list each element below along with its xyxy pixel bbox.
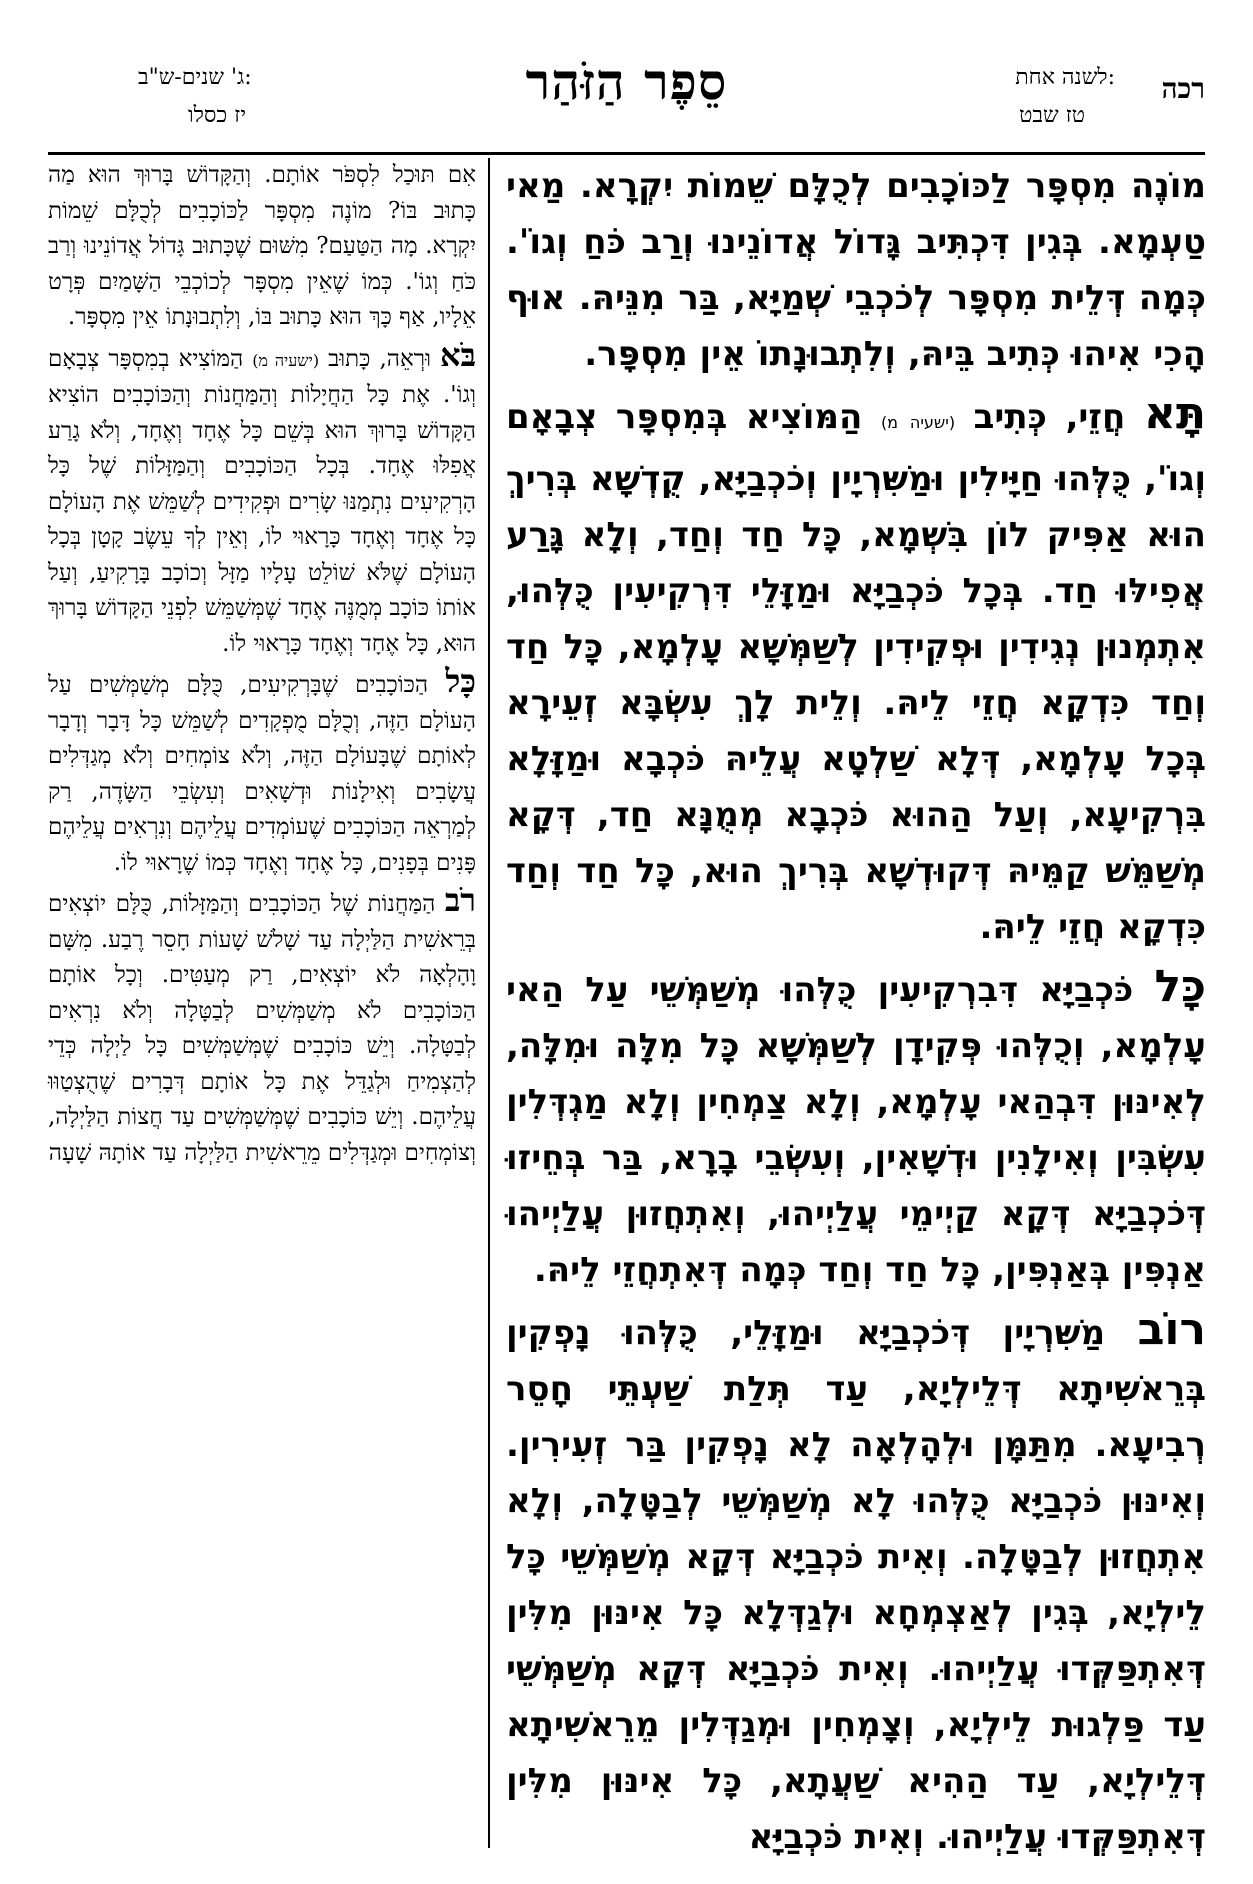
verse-reference: (ישעיה מ) (252, 350, 320, 370)
paragraph-lead-word: כָּל (1154, 961, 1206, 1012)
daily-date-three-years: יז כסלו (188, 103, 247, 128)
hebrew-translation-column (48, 158, 476, 1171)
paragraph-text: כֹּכְבַיָּא דִּבִרְקִיעִין כֻּלְּהוּ מְשַׁמְּשֵׁי עַל הַאי עָלְמָא, וְכֻלְּהוּ פְּקִידָן לְשַׁמְּשָׁא כָּל מִלָּה וּמִלָּה, לְאִינּוּן דִּבְהַאי עָלְמָא, וְלָא צַמְחִין וְלָא מַגְדְּלִין עִשְׂבִּין וְאִילָנִין וּדְשָׁאִין, וְעִשְׂבֵי בָרָא, בַּר בְּחֵיזוּ דְּכֹכְבַיָּא דְּקָא קַיְימֵי עֲלַיְיהוּ, וְאִתְחֲזוּן עֲלַיְיהוּ אַנְפִּין בְּאַנְפִּין, כָּל חַד וְחַד כְּמָה דְּאִתְחֲזֵי לֵיהּ. (506, 970, 1206, 1290)
paragraph-lead-word: רֹב (444, 881, 476, 919)
translation-paragraph (48, 883, 476, 1171)
book-title: סֵפֶר הַזֹּהַר (525, 52, 728, 111)
paragraph-text: חֲזֵי, כְּתִיב (955, 397, 1144, 437)
column-divider (488, 158, 490, 1848)
aramaic-text-column (506, 158, 1206, 1865)
main-paragraph (506, 959, 1206, 1298)
page-header (48, 52, 1205, 142)
translation-paragraph (48, 664, 476, 881)
daily-schedule-one-year: לשנה אחת: (1015, 65, 1115, 90)
paragraph-text: הַמּוֹצִיא בְמִסְפָּר צְבָאָם וְגוֹ'. אֶת כָּל הַחֲיָלוֹת וְהַמַּחֲנוֹת וְהַכּוֹכָבִים הוֹצִיא הַקָּדוֹשׁ בָּרוּךְ הוּא בְּשֵׁם כָּל אֶחָד וְאֶחָד, וְלֹא גָרַע אֲפִלּוּ אֶחָד. בְּכָל הַכּוֹכָבִים וְהַמַּזָּלוֹת שֶׁל כָּל הָרְקִיעִים נִתְמַנּוּ שָׂרִים וּפְקִידִים לְשַׁמֵּשׁ אֶת הָעוֹלָם כָּל אֶחָד וְאֶחָד כָּרָאוּי לוֹ, וְאֵין לְךָ עֵשֶׂב קָטָן בְּכָל הָעוֹלָם שֶׁלֹּא שׁוֹלֵט עָלָיו מַזָּל וְכוֹכָב בָּרָקִיעַ, וְעַל אוֹתוֹ כּוֹכָב מְמֻנֶּה אֶחָד שֶׁמְּשַׁמֵּשׁ לִפְנֵי הַקָּדוֹשׁ בָּרוּךְ הוּא, כָּל אֶחָד וְאֶחָד כָּרָאוּי לוֹ. (48, 345, 476, 657)
verse-reference: (ישעיה מ) (880, 413, 956, 432)
paragraph-text: וּרְאֵה, כָּתוּב (319, 345, 441, 372)
paragraph-lead-word: תָּא (1143, 388, 1207, 439)
main-paragraph (506, 158, 1206, 382)
page-number: רכה (1161, 72, 1205, 105)
translation-paragraph (48, 158, 476, 336)
daily-schedule-three-years: ג' שנים-ש"ב: (138, 65, 252, 90)
paragraph-lead-word: כָּל (445, 662, 476, 700)
paragraph-text: הַמַּחֲנוֹת שֶׁל הַכּוֹכָבִים וְהַמַּזָּלוֹת, כֻּלָּם יוֹצְאִים בְּרֵאשִׁית הַלַּיְלָה עַד שָׁלֹשׁ שָׁעוֹת חָסֵר רֶבַע. מִשָּׁם וָהָלְאָה לֹא יוֹצְאִים, רַק מְעַטִּים. וְכָל אוֹתָם הַכּוֹכָבִים לֹא מְשַׁמְּשִׁים לְבַטָּלָה וְלֹא נִרְאִים לְבַטָּלָה. וְיֵשׁ כּוֹכָבִים שֶׁמְּשַׁמְּשִׁים כָּל לַיְלָה כְּדֵי לְהַצְמִיחַ וּלְגַדֵּל אֶת כָּל אוֹתָם דְּבָרִים שֶׁהֻצְטַוּוּ עֲלֵיהֶם. וְיֵשׁ כּוֹכָבִים שֶׁמְּשַׁמְּשִׁים עַד חֲצוֹת הַלַּיְלָה, וְצוֹמְחִים וּמְגַדְּלִים מֵרֵאשִׁית הַלַּיְלָה עַד אוֹתָהּ שָׁעָה (48, 891, 476, 1166)
main-paragraph (506, 1302, 1206, 1865)
paragraph-text: מוֹנֶה מִסְפָּר לַכּוֹכָבִים לְכֻלָּם שֵׁמוֹת יִקְרָא. מַאי טַעְמָא. בְּגִין דִּכְתִּיב גָּדוֹל אֲדוֹנֵינוּ וְרַב כֹּחַ וְגוֹ'. כְּמָה דְּלֵית מִסְפָּר לְכֹכְבֵי שְׁמַיָּא, בַּר מִנֵּיהּ. אוּף הָכִי אִיהוּ כְּתִיב בֵּיהּ, וְלִתְבוּנָתוֹ אֵין מִסְפָּר. (506, 166, 1206, 374)
paragraph-text: מַשִּׁרְיָין דְּכֹכְבַיָּא וּמַזָּלֵי, כֻּלְּהוּ נָפְקִין בְּרֵאשִׁיתָא דְּלֵילְיָא, עַד תְּלַת שַׁעְתֵּי חָסֵר רְבִיעָא. מִתַּמָּן וּלְהָלְאָה לָא נָפְקִין בַּר זְעִירִין. וְאִינּוּן כֹּכְבַיָּא כֻּלְּהוּ לָא מְשַׁמְּשֵׁי לְבַטָּלָה, וְלָא אִתְחֲזוּן לְבַטָּלָה. וְאִית כֹּכְבַיָּא דְּקָא מְשַׁמְּשֵׁי כָּל לֵילְיָא, בְּגִין לְאַצְמְחָא וּלְגַדְּלָא כָּל אִינּוּן מִלִּין דְּאִתְפַּקְּדוּ עֲלַיְיהוּ. וְאִית כֹּכְבַיָּא דְּקָא מְשַׁמְּשֵׁי עַד פַּלְגוּת לֵילְיָא, וְצָמְחִין וּמְגַדְּלִין מֵרֵאשִׁיתָא דְּלֵילְיָא, עַד הַהִיא שַׁעֲתָא, כָּל אִינּוּן מִלִּין דְּאִתְפַּקְּדוּ עֲלַיְיהוּ. וְאִית כֹּכְבַיָּא (506, 1313, 1206, 1857)
paragraph-text: אִם תּוּכַל לִסְפֹּר אוֹתָם. וְהַקָּדוֹשׁ בָּרוּךְ הוּא מַה כָּתוּב בּוֹ? מוֹנֶה מִסְפָּר לַכּוֹכָבִים לְכֻלָּם שֵׁמוֹת יִקְרָא. מָה הַטַּעַם? מִשּׁוּם שֶׁכָּתוּב גָּדוֹל אֲדוֹנֵינוּ וְרַב כֹּחַ וְגוֹ'. כְּמוֹ שֶׁאֵין מִסְפָּר לְכוֹכְבֵי הַשָּׁמַיִם פְּרָט אֵלָיו, אַף כָּךְ הוּא כָּתוּב בּוֹ, וְלִתְבוּנָתוֹ אֵין מִסְפָּר. (48, 162, 476, 330)
main-paragraph (506, 386, 1206, 955)
translation-paragraph (48, 335, 477, 663)
paragraph-lead-word: רוֹב (1137, 1304, 1206, 1355)
header-divider (48, 152, 1205, 155)
paragraph-lead-word: בֹּא (440, 335, 477, 374)
daily-date-one-year: טז שבט (1019, 103, 1085, 128)
paragraph-text: הַכּוֹכָבִים שֶׁבָּרְקִיעִים, כֻּלָּם מְשַׁמְּשִׁים עַל הָעוֹלָם הַזֶּה, וְכֻלָּם מֻפְקָדִים לְשַׁמֵּשׁ כָּל דָּבָר וְדָבָר לְאוֹתָם שֶׁבָּעוֹלָם הַזֶּה, וְלֹא צוֹמְחִים וְלֹא מְגַדְּלִים עֲשָׂבִים וְאִילָנוֹת וּדְשָׁאִים וְעִשְׂבֵי הַשָּׂדֶה, רַק לְמַרְאֵה הַכּוֹכָבִים שֶׁעוֹמְדִים עֲלֵיהֶם וְנִרְאִים עֲלֵיהֶם פָּנִים בְּפָנִים, כָּל אֶחָד וְאֶחָד כְּמוֹ שֶׁרָאוּי לוֹ. (48, 672, 476, 876)
paragraph-text: הַמּוֹצִיא בְּמִסְפָּר צְבָאָם וְגוֹ', כֻּלְּהוּ חַיָּילִין וּמַשִּׁרְיָין וְכֹכְבַיָּא, קֻדְשָׁא בְּרִיךְ הוּא אַפִּיק לוֹן בִּשְׁמָא, כָּל חַד וְחַד, וְלָא גָּרַע אֲפִילּוּ חַד. בְּכָל כֹּכְבַיָּא וּמַזָּלֵי דִּרְקִיעִין כֻּלְּהוּ, אִתְמְנוּן נְגִידִין וּפְקִידִין לְשַׁמְּשָׁא עָלְמָא, כָּל חַד וְחַד כִּדְקָא חֲזֵי לֵיהּ. וְלֵית לָךְ עִשְׂבָּא זְעֵירָא בְּכָל עָלְמָא, דְּלָא שַׁלְטָא עֲלֵיהּ כֹּכְבָא וּמַזָּלָא בִּרְקִיעָא, וְעַל הַהוּא כֹּכְבָא מְמֻנָּא חַד, דְּקָא מְשַׁמֵּשׁ קַמֵּיהּ דְּקוּדְשָׁא בְּרִיךְ הוּא, כָּל חַד וְחַד כִּדְקָא חֲזֵי לֵיהּ. (506, 397, 1206, 947)
